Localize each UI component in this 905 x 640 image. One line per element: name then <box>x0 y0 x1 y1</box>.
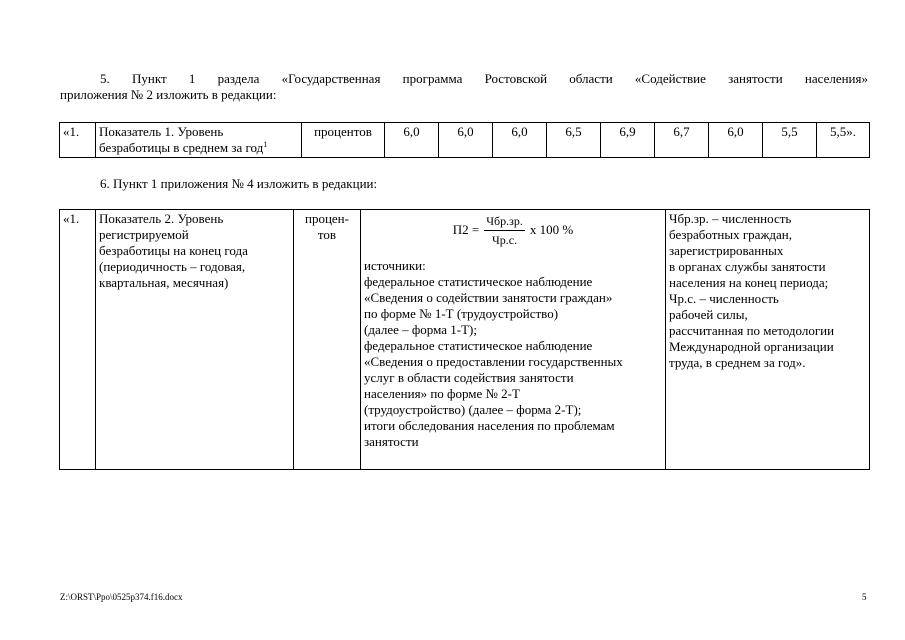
sources-line: по форме № 1-Т (трудоустройство) <box>364 306 559 321</box>
formula <box>364 212 662 248</box>
sources-line: населения» по форме № 2-Т <box>364 386 520 401</box>
indicator-line: Показатель 2. Уровень <box>99 211 224 226</box>
method-cell <box>361 210 666 470</box>
sources-line: (далее – форма 1-Т); <box>364 322 477 337</box>
definition-line: зарегистрированных <box>669 243 784 258</box>
footer-file-path: Z:\ORST\Ppo\0525p374.f16.docx <box>60 592 183 602</box>
value-cell: 5,5». <box>817 123 870 158</box>
paragraph-6: 6. Пункт 1 приложения № 4 изложить в редакции: <box>100 176 378 191</box>
unit-line: процен- <box>305 211 349 226</box>
sources-line: итоги обследования населения по проблемам <box>364 418 615 433</box>
indicator-subtitle: безработицы в среднем за год <box>99 140 264 155</box>
value-cell: 5,5 <box>763 123 817 158</box>
row-number-cell: «1. <box>60 123 96 158</box>
paragraph-5-line-1: 5. Пункт 1 раздела «Государственная программа Ростовской области «Содействие занятости населения» <box>100 71 868 86</box>
row-number-cell: «1. <box>60 210 96 470</box>
value-cell: 6,0 <box>493 123 547 158</box>
formula-fraction <box>484 213 525 248</box>
table-row <box>60 210 870 470</box>
sources-line: «Сведения о содействии занятости граждан» <box>364 290 613 305</box>
sources-line: услуг в области содействия занятости <box>364 370 574 385</box>
value-cell: 6,7 <box>655 123 709 158</box>
unit-cell <box>294 210 361 470</box>
definition-line: рассчитанная по методологии <box>669 323 835 338</box>
paragraph-5-line-2: приложения № 2 изложить в редакции: <box>60 87 277 102</box>
indicator-line: (периодичность – годовая, <box>99 259 246 274</box>
table-row <box>60 123 870 158</box>
indicator-title: Показатель 1. Уровень <box>99 124 224 139</box>
sources-line: «Сведения о предоставлении государственных <box>364 354 623 369</box>
definition-line: безработных граждан, <box>669 227 793 242</box>
value-cell: 6,5 <box>547 123 601 158</box>
paragraph-5 <box>60 71 868 103</box>
formula-numerator: Чбр.зр. <box>484 213 525 231</box>
indicator-line: безработицы на конец года <box>99 243 248 258</box>
definition-line: населения на конец периода; <box>669 275 829 290</box>
indicator-2-table <box>59 209 870 470</box>
definition-line: Чбр.зр. – численность <box>669 211 792 226</box>
value-cell: 6,0 <box>709 123 763 158</box>
formula-denominator: Чр.с. <box>492 232 518 247</box>
value-cell: 6,0 <box>439 123 493 158</box>
sources-line: занятости <box>364 434 419 449</box>
definitions-cell <box>666 210 870 470</box>
definition-line: рабочей силы, <box>669 307 748 322</box>
sources-line: федеральное статистическое наблюдение <box>364 274 593 289</box>
footnote-mark: 1 <box>263 140 268 149</box>
value-cell: 6,9 <box>601 123 655 158</box>
value-cell: 6,0 <box>385 123 439 158</box>
definition-line: Международной организации <box>669 339 834 354</box>
unit-cell: процентов <box>302 123 385 158</box>
formula-lhs: П2 = <box>452 222 480 237</box>
sources-line: источники: <box>364 258 426 273</box>
formula-multiplier: х 100 % <box>529 222 574 237</box>
indicator-1-table <box>59 122 870 158</box>
unit-line: тов <box>317 227 337 242</box>
indicator-line: регистрируемой <box>99 227 189 242</box>
sources-line: федеральное статистическое наблюдение <box>364 338 593 353</box>
indicator-cell <box>96 210 294 470</box>
definition-line: в органах службы занятости <box>669 259 826 274</box>
sources-line: (трудоустройство) (далее – форма 2-Т); <box>364 402 582 417</box>
indicator-cell <box>96 123 302 158</box>
definition-line: Чр.с. – численность <box>669 291 779 306</box>
page-number: 5 <box>862 592 867 602</box>
definition-line: труда, в среднем за год». <box>669 355 806 370</box>
indicator-line: квартальная, месячная) <box>99 275 229 290</box>
